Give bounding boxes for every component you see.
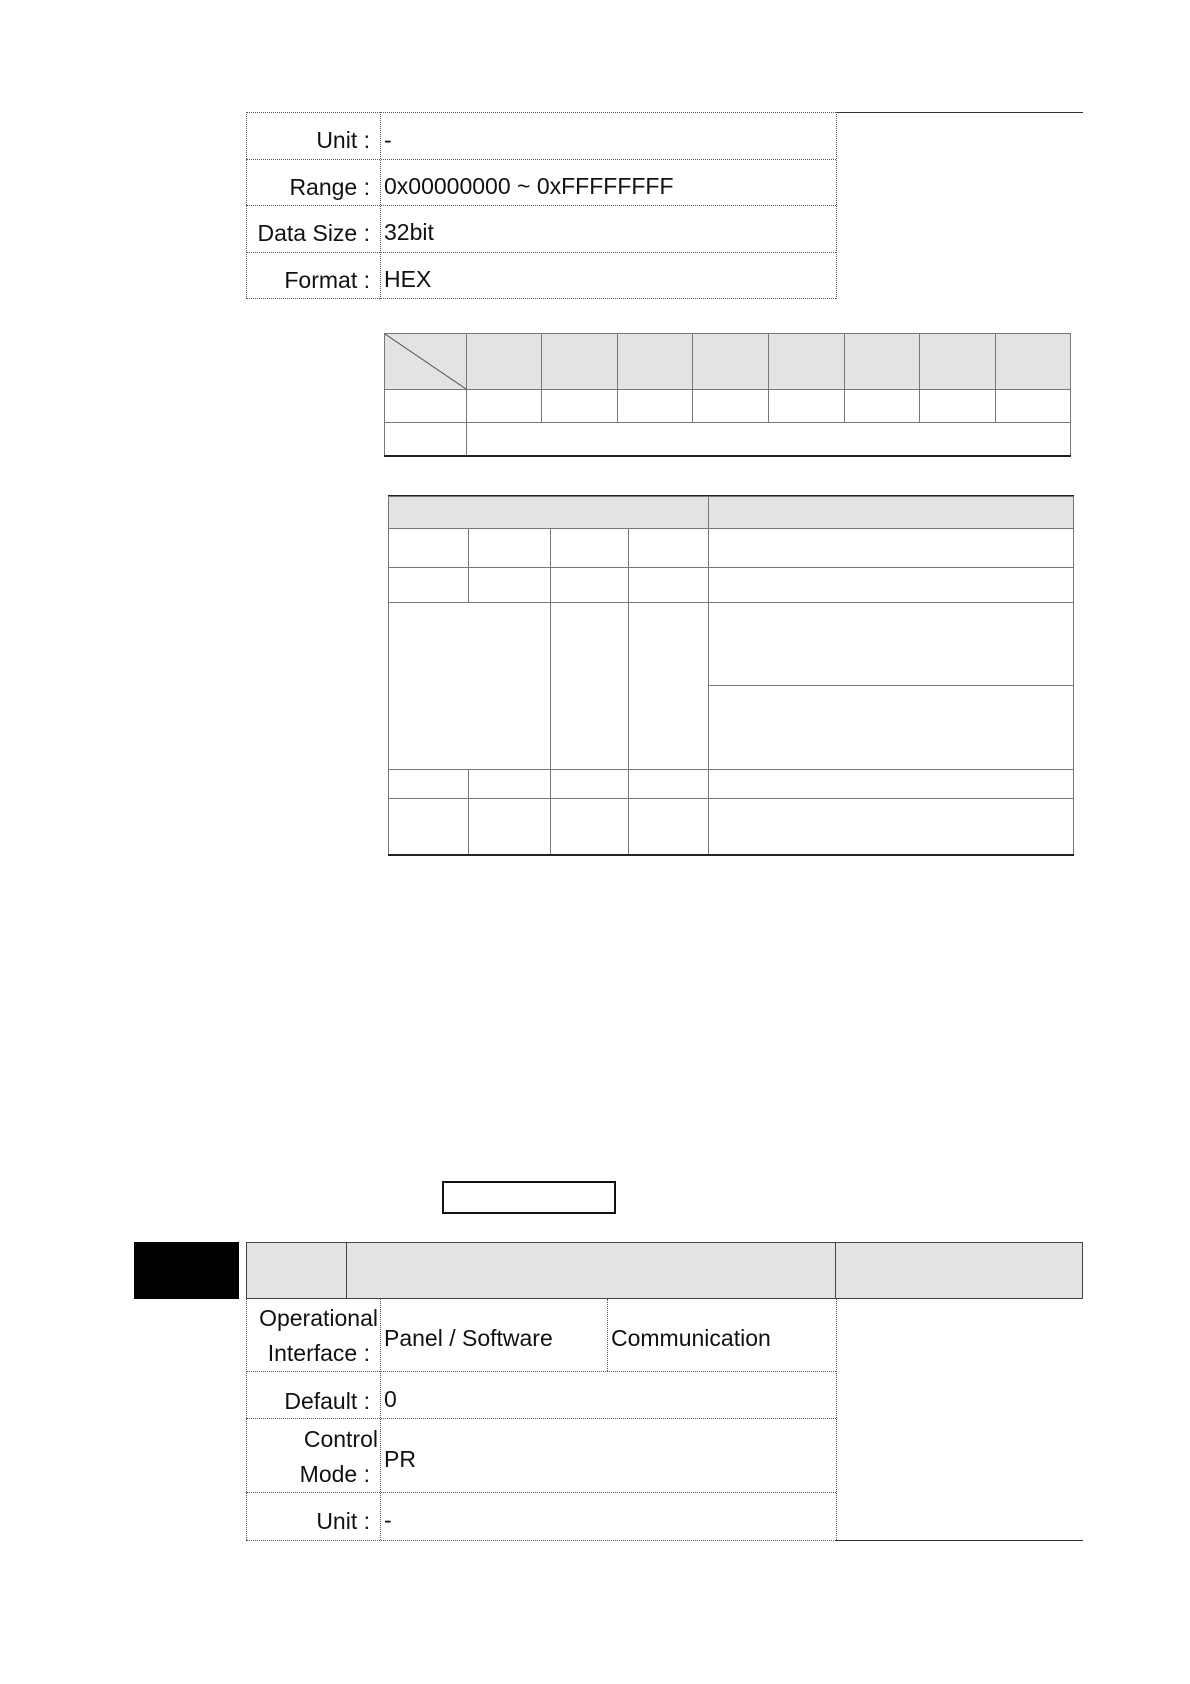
desc-merged-cell	[388, 602, 551, 770]
bit-row-cell	[995, 389, 1071, 423]
desc-cell	[388, 798, 469, 855]
parameter-tab-block	[134, 1242, 239, 1299]
desc-cell	[550, 567, 629, 603]
diagonal-line	[385, 334, 466, 389]
header-cell	[388, 496, 709, 529]
control-mode-label-line1: Control	[303, 1426, 378, 1452]
control-mode-value: PR	[384, 1446, 416, 1472]
row-divider	[246, 1492, 836, 1493]
bit-row-cell	[384, 389, 467, 423]
bit-row-cell	[466, 389, 542, 423]
desc-cell	[550, 602, 629, 770]
unit-value: -	[384, 1507, 392, 1533]
col-divider	[836, 112, 837, 299]
function-row-label-cell	[384, 422, 467, 456]
desc-cell	[550, 769, 629, 799]
bit-header-cell	[541, 333, 618, 390]
corner-cell	[384, 333, 467, 390]
parameter-code-cell	[246, 1242, 347, 1299]
format-label: Format :	[284, 267, 370, 293]
range-label: Range :	[289, 174, 370, 200]
row-divider	[246, 1371, 836, 1372]
bit-header-cell	[919, 333, 996, 390]
desc-cell	[550, 798, 629, 855]
outlined-box	[442, 1181, 616, 1214]
bit-row-cell	[768, 389, 845, 423]
parameter-address-cell	[835, 1242, 1083, 1299]
data-size-label: Data Size :	[257, 220, 370, 246]
default-value: 0	[384, 1386, 397, 1412]
data-size-value: 32bit	[384, 219, 434, 245]
table-bottom-rule	[388, 854, 1074, 856]
parameter-name-cell	[346, 1242, 836, 1299]
desc-cell	[628, 602, 709, 770]
table-bottom-rule	[384, 455, 1071, 457]
bit-header-cell	[692, 333, 769, 390]
row-divider	[246, 205, 836, 206]
bit-header-cell	[844, 333, 920, 390]
row-divider	[246, 1418, 836, 1419]
bit-row-cell	[617, 389, 693, 423]
right-rule	[835, 1540, 1083, 1541]
operational-interface-label-line2: Interface :	[267, 1340, 370, 1366]
unit-label: Unit :	[316, 127, 370, 153]
bit-row-cell	[919, 389, 996, 423]
row-divider	[246, 159, 836, 160]
communication-value: Communication	[611, 1325, 771, 1351]
control-mode-label-line2: Mode :	[299, 1461, 370, 1487]
bit-row-cell	[541, 389, 618, 423]
col-divider	[836, 1299, 837, 1540]
col-divider	[380, 1299, 381, 1540]
bit-row-cell	[692, 389, 769, 423]
unit-value: -	[384, 127, 392, 153]
bit-header-cell	[768, 333, 845, 390]
desc-cell	[708, 528, 1074, 568]
col-divider	[246, 1299, 247, 1540]
unit-label: Unit :	[316, 1508, 370, 1534]
desc-cell	[468, 798, 551, 855]
bit-header-cell	[617, 333, 693, 390]
row-divider	[246, 1540, 836, 1541]
row-divider	[246, 298, 836, 299]
default-label: Default :	[284, 1388, 370, 1414]
desc-cell	[708, 798, 1074, 855]
bit-header-cell	[995, 333, 1071, 390]
right-rule	[835, 112, 1083, 113]
row-divider	[246, 252, 836, 253]
desc-cell	[388, 769, 469, 799]
desc-cell	[628, 567, 709, 603]
desc-cell	[708, 602, 1074, 686]
desc-cell	[628, 528, 709, 568]
header-cell	[708, 496, 1074, 529]
desc-cell	[550, 528, 629, 568]
desc-cell	[468, 769, 551, 799]
desc-cell	[388, 567, 469, 603]
desc-cell	[708, 685, 1074, 770]
range-value: 0x00000000 ~ 0xFFFFFFFF	[384, 173, 674, 199]
desc-cell	[468, 528, 551, 568]
function-row-cell	[466, 422, 1071, 456]
panel-software-value: Panel / Software	[384, 1325, 553, 1351]
desc-cell	[468, 567, 551, 603]
desc-cell	[708, 567, 1074, 603]
operational-interface-label-line1: Operational	[259, 1305, 378, 1331]
col-divider	[607, 1299, 608, 1371]
desc-cell	[628, 798, 709, 855]
col-divider	[380, 112, 381, 299]
row-divider	[246, 112, 836, 113]
desc-cell	[388, 528, 469, 568]
desc-cell	[628, 769, 709, 799]
bit-header-cell	[466, 333, 542, 390]
desc-cell	[708, 769, 1074, 799]
format-value: HEX	[384, 266, 432, 292]
bit-row-cell	[844, 389, 920, 423]
